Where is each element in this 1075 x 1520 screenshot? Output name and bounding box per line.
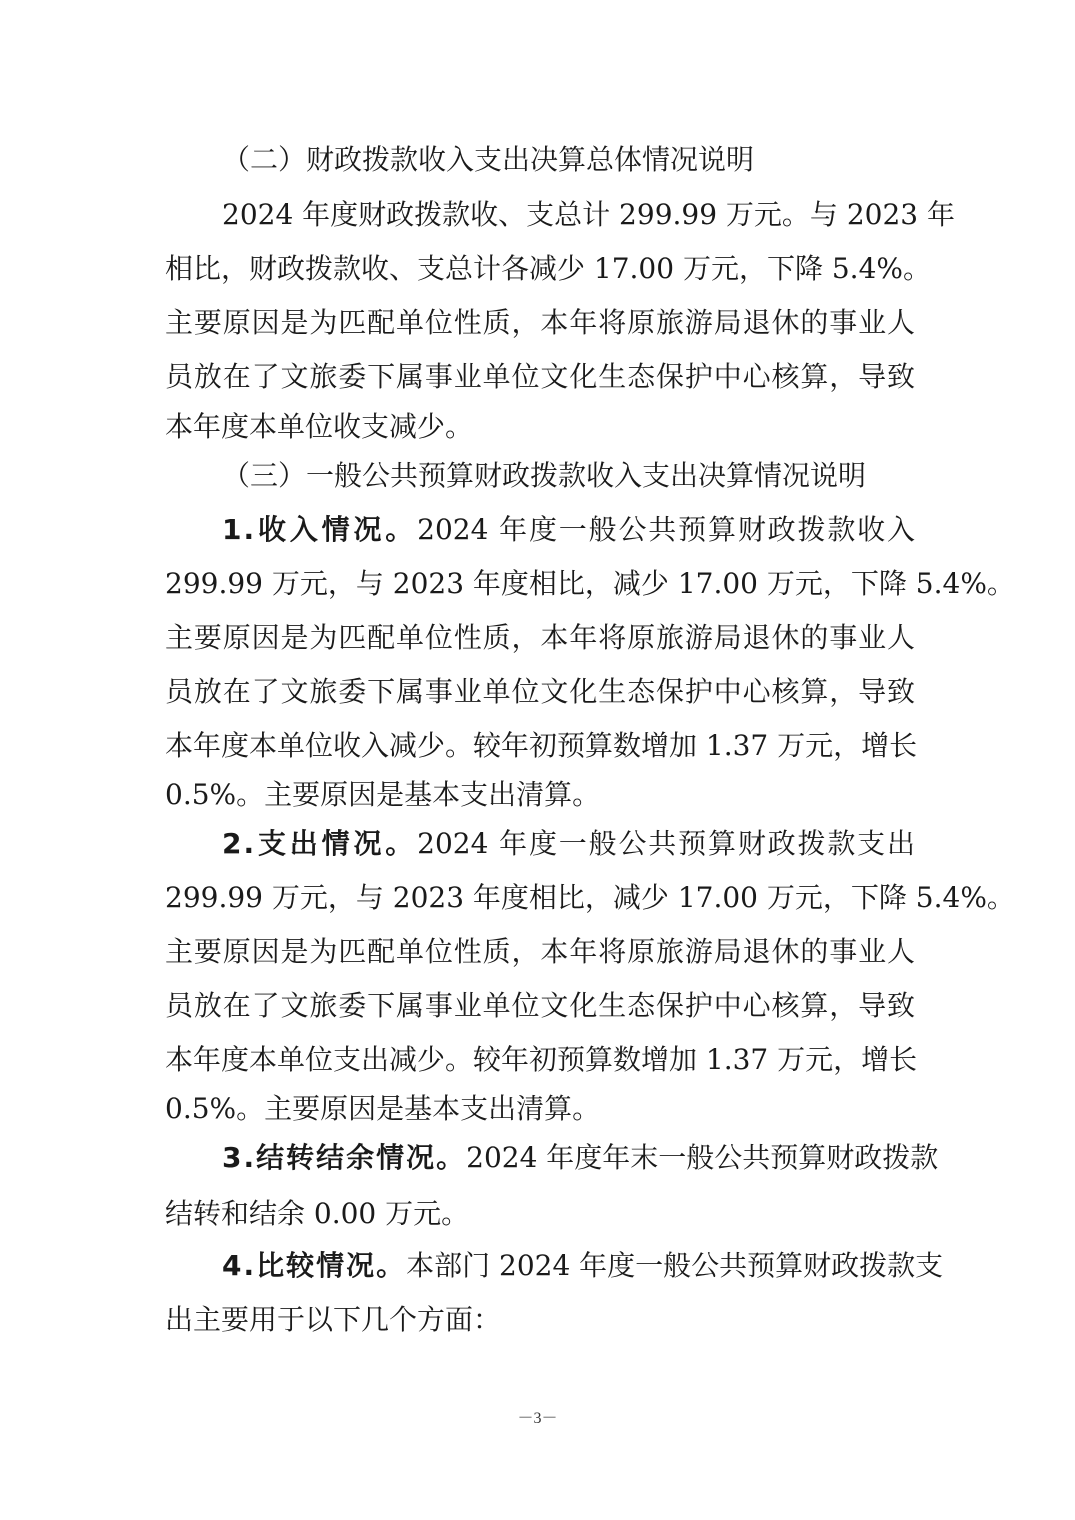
paragraph-line: 本年度本单位收入减少。较年初预算数增加 1.37 万元，增长 — [165, 729, 918, 762]
paragraph-lead: 3.结转结余情况。 — [222, 1141, 467, 1174]
paragraph-lead: 1.收入情况。 — [222, 513, 418, 546]
paragraph-text: 2024 年度一般公共预算财政拨款支出 — [417, 827, 915, 860]
paragraph-line: 0.5%。主要原因是基本支出清算。 — [165, 778, 601, 811]
paragraph-line: 员放在了文旅委下属事业单位文化生态保护中心核算，导致 — [165, 989, 915, 1022]
paragraph-text: 本部门 2024 年度一般公共预算财政拨款支 — [406, 1249, 944, 1282]
paragraph-line: 出主要用于以下几个方面： — [165, 1303, 502, 1336]
paragraph-line — [222, 1140, 939, 1176]
paragraph-text: 2024 年度一般公共预算财政拨款收入 — [417, 513, 915, 546]
paragraph-line: 主要原因是为匹配单位性质，本年将原旅游局退休的事业人 — [165, 935, 915, 968]
paragraph-lead: 2.支出情况。 — [222, 827, 418, 860]
paragraph-line: 员放在了文旅委下属事业单位文化生态保护中心核算，导致 — [165, 675, 915, 708]
paragraph-line: 主要原因是为匹配单位性质，本年将原旅游局退休的事业人 — [165, 621, 915, 654]
section-heading-2: （二）财政拨款收入支出决算总体情况说明 — [222, 143, 755, 176]
paragraph-line: 主要原因是为匹配单位性质，本年将原旅游局退休的事业人 — [165, 306, 915, 339]
paragraph-line: 2024 年度财政拨款收、支总计 299.99 万元。与 2023 年 — [222, 198, 955, 231]
paragraph-line: 299.99 万元，与 2023 年度相比，减少 17.00 万元，下降 5.4%。 — [165, 567, 1015, 600]
paragraph-line: 结转和结余 0.00 万元。 — [165, 1197, 470, 1230]
paragraph-line: 相比，财政拨款收、支总计各减少 17.00 万元，下降 5.4%。 — [165, 252, 931, 285]
paragraph-line — [222, 512, 915, 548]
paragraph-line: 本年度本单位收支减少。 — [165, 410, 474, 443]
paragraph-line: 员放在了文旅委下属事业单位文化生态保护中心核算，导致 — [165, 360, 915, 393]
paragraph-line — [222, 1248, 944, 1284]
paragraph-lead: 4.比较情况。 — [222, 1249, 407, 1282]
paragraph-line — [222, 826, 915, 862]
paragraph-line: 本年度本单位支出减少。较年初预算数增加 1.37 万元，增长 — [165, 1043, 918, 1076]
page-number: －3－ — [517, 1410, 558, 1427]
paragraph-line: 0.5%。主要原因是基本支出清算。 — [165, 1092, 601, 1125]
paragraph-line: 299.99 万元，与 2023 年度相比，减少 17.00 万元，下降 5.4%。 — [165, 881, 1015, 914]
paragraph-text: 2024 年度年末一般公共预算财政拨款 — [466, 1141, 939, 1174]
section-heading-3: （三）一般公共预算财政拨款收入支出决算情况说明 — [222, 459, 867, 492]
